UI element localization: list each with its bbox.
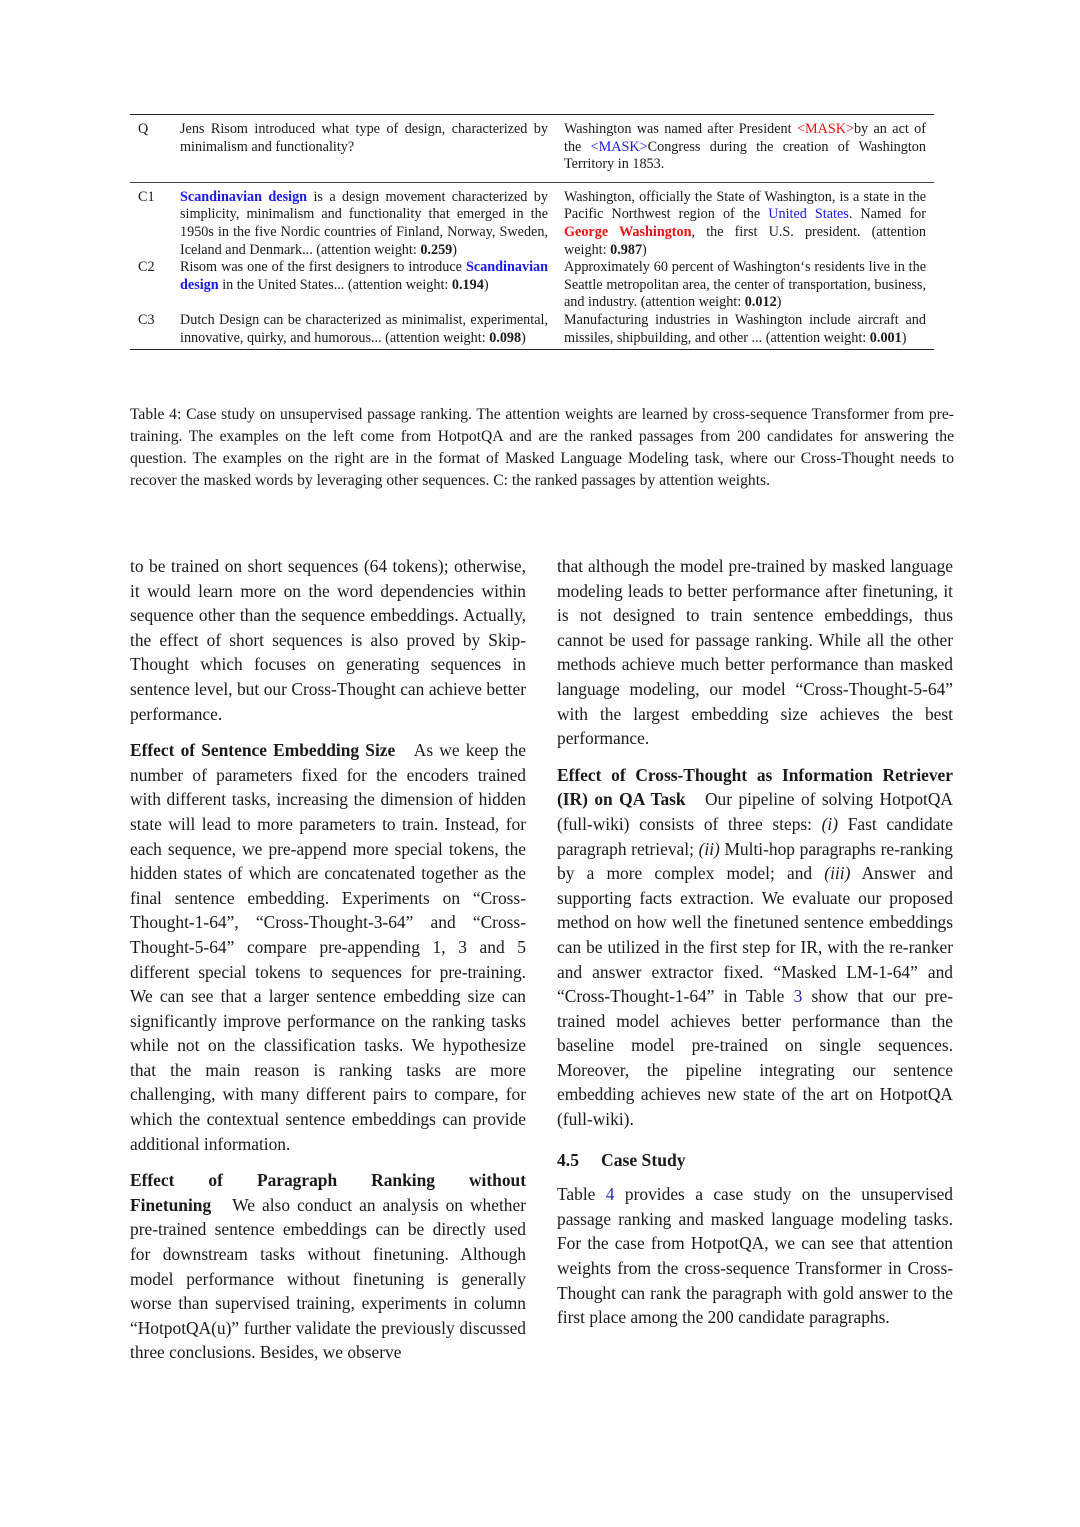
- section-title: Case Study: [601, 1149, 686, 1170]
- entity-highlight: United States: [768, 206, 849, 223]
- paren: ): [521, 329, 526, 346]
- table-row-c1: [130, 183, 934, 259]
- paragraph-body: Fast candidate paragraph retrieval;: [557, 813, 953, 859]
- paragraph-body: Table: [557, 1184, 606, 1205]
- paragraph-embedding-size: [130, 738, 526, 1156]
- case-study-table: [130, 114, 934, 350]
- paragraph-body: Our pipeline of solving HotpotQA (full-wiki) consists of three steps:: [557, 789, 953, 834]
- candidate-text: . Named for: [848, 206, 927, 223]
- candidate-text: is a design movement characterized by simplicity, minimalism and functionality that emerged in the 1950s in the five Nordic countries of Finland, Norway, Sweden, Iceland and Denmark... (attention weight:: [180, 188, 548, 258]
- answer-highlight: Scandinavian design: [180, 259, 548, 293]
- answer-highlight: Scandinavian design: [180, 188, 308, 205]
- candidate-text: in the United States... (attention weight:: [218, 276, 452, 293]
- question-text: Washington was named after President: [564, 121, 797, 137]
- table-3-reference-link[interactable]: 3: [793, 986, 803, 1007]
- right-column: [557, 554, 953, 1330]
- paragraph-ranking-without-finetuning: [130, 1168, 526, 1365]
- paragraph-heading: Effect of Paragraph Ranking without Finetuning: [130, 1170, 526, 1215]
- left-question: Jens Risom introduced what type of design, characterized by minimalism and functionality?: [180, 121, 548, 155]
- row-label-q: Q: [138, 121, 149, 137]
- paragraph-body: provides a case study on the unsupervised passage ranking and masked language modeling tasks. For the case from HotpotQA, we can see that attention weights from the cross-sequence Transformer in Cross-Thought can rank the paragraph with gold answer to the first place among the 200 candidate paragraphs.: [557, 1184, 953, 1328]
- question-text: Congress during the creation of Washington Territory in 1853.: [564, 138, 926, 173]
- row-label-c1: C1: [138, 188, 155, 205]
- left-candidate-c2: [180, 259, 548, 312]
- right-candidate-3: [564, 312, 926, 347]
- paragraph-body: As we keep the number of parameters fixed for the encoders trained with different tasks, increasing the dimension of hidden state will lead to more parameters to train. Instead, for each sequence, we pre-append more special tokens, the hidden states of which are concatenated together as the final sentence embedding. Experiments on “Cross-Thought-1-64”, “Cross-Thought-3-64” and “Cross-Thought-5-64” compare pre-appending 1, 3 and 5 different special tokens to sequences for pre-training. We can see that a larger sentence embedding size can significantly improve performance on the ranking tasks while not on the classification tasks. We hypothesize that the main reason is ranking tasks are more challenging, with many different pairs to compare, for which the contextual sentence embeddings can provide additional information.: [130, 740, 526, 1154]
- attention-weight: 0.001: [869, 329, 902, 346]
- paragraph-body: We also conduct an analysis on whether pre-trained sentence embeddings can be directly used for downstream tasks without finetuning. Although model performance without finetuning is generally worse than supervised training, experiments in column “HotpotQA(u)” further validate the previously discussed three conclusions. Besides, we observe: [130, 1194, 527, 1363]
- right-candidate-2: [564, 259, 926, 312]
- attention-weight: 0.194: [451, 276, 484, 293]
- paragraph-body: Multi-hop paragraphs re-ranking by a more complex model; and: [557, 838, 953, 884]
- paragraph-case-study: [557, 1182, 953, 1330]
- paragraph-short-sequences: to be trained on short sequences (64 tokens); otherwise, it would learn more on the word dependencies within sequence other than the sequence embeddings. Actually, the effect of short sequences is also proved by Skip-Thought which focuses on generating sequences in sentence level, but our Cross-Thought can achieve better performance.: [130, 556, 526, 724]
- table-caption: Table 4: Case study on unsupervised passage ranking. The attention weights are learned by cross-sequence Transformer from pre-training. The examples on the left come from HotpotQA and are the ranked passages from 200 candidates for answering the question. The examples on the right are in the format of Masked Language Modeling task, where our Cross-Thought needs to recover the masked words by leveraging other sequences. C: the ranked passages by attention weights.: [130, 406, 954, 489]
- mask-token-blue: <MASK>: [590, 138, 648, 155]
- table-row-question: [130, 115, 934, 182]
- paragraph-masked-lm: that although the model pre-trained by masked language modeling leads to better performance after finetuning, it is not designed to train sentence embeddings, thus cannot be used for passage ranking. While all the other methods achieve much better performance than masked language modeling, our model “Cross-Thought-5-64” with the largest embedding size achieves the best performance.: [557, 556, 953, 749]
- candidate-text: Manufacturing industries in Washington include aircraft and missiles, shipbuilding, and other ... (attention weight:: [564, 311, 926, 346]
- paragraph-body: show that our pre-trained model achieves better performance than the baseline model pre-trained on single sequences. Moreover, the pipeline integrating our sentence embedding achieves new state of the art on HotpotQA (full-wiki).: [557, 986, 953, 1130]
- attention-weight: 0.259: [420, 241, 453, 258]
- row-label-c3: C3: [138, 311, 155, 328]
- row-label-c2: C2: [138, 259, 155, 276]
- paren: ): [642, 241, 647, 258]
- left-candidate-c3: [180, 312, 548, 347]
- enum-marker: (ii): [698, 838, 720, 859]
- candidate-text: , the first U.S. president. (attention weight:: [564, 223, 926, 258]
- enum-marker: (iii): [824, 863, 851, 884]
- candidate-text: Risom was one of the first designers to introduce: [180, 259, 466, 276]
- right-candidate-1: [564, 189, 926, 259]
- section-heading-case-study: [557, 1148, 953, 1173]
- paren: ): [776, 294, 782, 311]
- paragraph-heading: Effect of Sentence Embedding Size: [130, 740, 396, 761]
- candidate-text: Washington, officially the State of Washington, is a state in the Pacific Northwest region of the: [564, 188, 926, 223]
- attention-weight: 0.987: [610, 241, 643, 258]
- table-row-c2: [130, 259, 934, 312]
- attention-weight: 0.012: [744, 294, 777, 311]
- answer-highlight: George Washington: [564, 223, 692, 240]
- paragraph-body: Answer and supporting facts extraction. We evaluate our proposed method on how well the finetuned sentence embeddings can be utilized in the first step for IR, with the re-ranker and answer extractor fixed. “Masked LM-1-64” and “Cross-Thought-1-64” in Table: [557, 863, 953, 1007]
- table-bottom-rule: [130, 349, 934, 350]
- paragraph-heading: Effect of Cross-Thought as Information Retriever (IR) on QA Task: [557, 764, 953, 810]
- paren: ): [901, 329, 907, 346]
- enum-marker: (i): [821, 813, 839, 834]
- left-candidate-c1: [180, 189, 548, 259]
- attention-weight: 0.098: [489, 329, 522, 346]
- table-row-c3: [130, 312, 934, 349]
- paragraph-information-retriever: [557, 763, 953, 1132]
- table-4-reference-link[interactable]: 4: [605, 1184, 615, 1205]
- candidate-text: Approximately 60 percent of Washington‘s residents live in the Seattle metropolitan area, the center of transportation, business, and industry. (attention weight:: [564, 259, 926, 311]
- mask-token-red: <MASK>: [796, 121, 854, 137]
- paren: ): [452, 241, 457, 258]
- section-number: 4.5: [557, 1149, 579, 1170]
- right-question: [564, 121, 926, 174]
- candidate-text: Dutch Design can be characterized as minimalist, experimental, innovative, quirky, and humorous... (attention weight:: [180, 311, 548, 346]
- paren: ): [483, 276, 489, 293]
- left-column: [130, 554, 526, 1365]
- question-text: by an act of the: [564, 121, 926, 155]
